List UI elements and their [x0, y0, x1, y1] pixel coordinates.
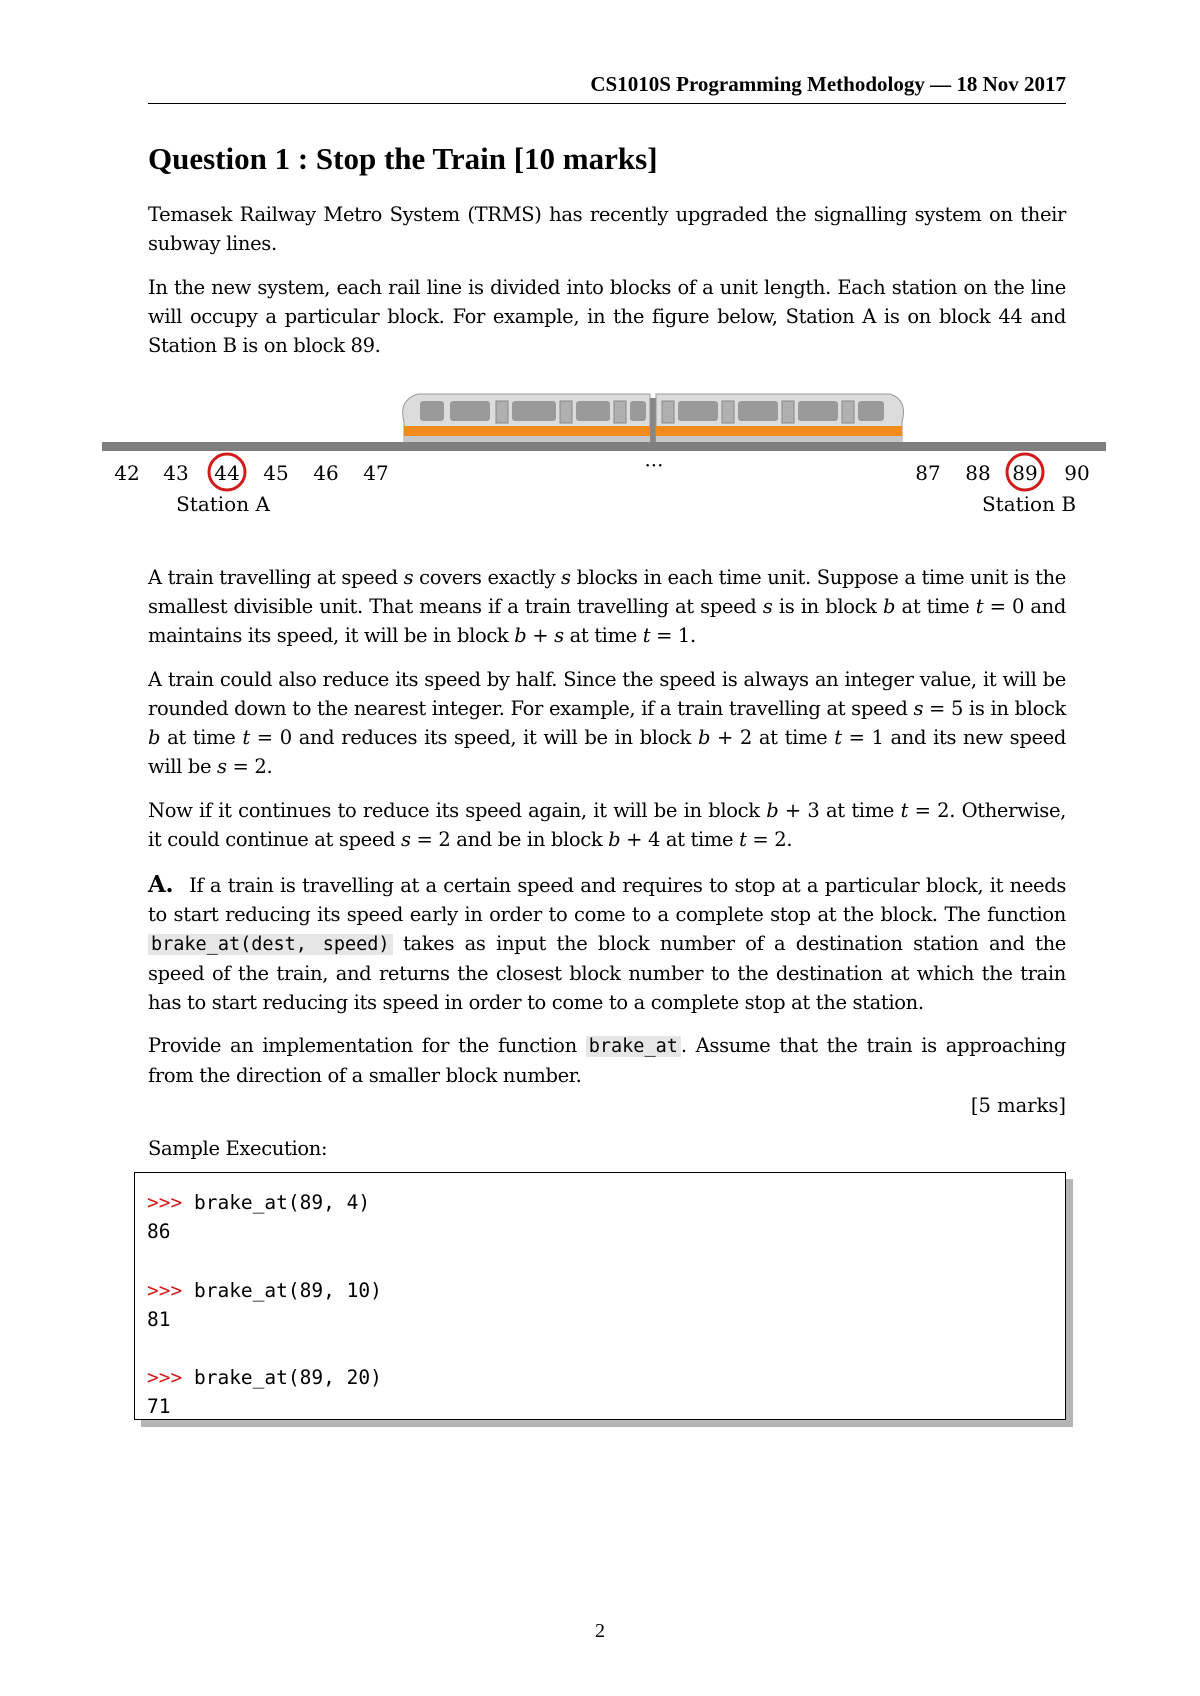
train-car-left: [403, 394, 650, 442]
train-car-right: [656, 394, 904, 442]
intro-paragraph-1: Temasek Railway Metro System (TRMS) has recently upgraded the signalling system on their subway lines.: [148, 203, 1066, 255]
speed-paragraph: A train travelling at speed s covers exactly s blocks in each time unit. Suppose a time unit is the smallest divisible unit. That means if a train travelling at speed s is in block b at time t = 0 and maintains its speed, it will be in block b + s at time t = 1.: [148, 566, 1067, 647]
function-name-code: brake_at: [586, 1036, 681, 1057]
repl-prompt: >>>: [147, 1366, 183, 1390]
repl-prompt: >>>: [147, 1191, 183, 1214]
part-a-label: A.: [148, 871, 174, 898]
block-label: 47: [363, 461, 389, 485]
code-output-line: 86: [147, 1220, 171, 1244]
block-label: 43: [163, 461, 189, 485]
train-illustration: [403, 394, 904, 442]
code-input-line: >>> brake_at(89, 20): [147, 1366, 382, 1390]
reduce-speed-paragraph: A train could also reduce its speed by half. Since the speed is always an integer value, it will be rounded down to the nearest integer. For example, if a train travelling at speed s = 5 is in block b at time t = 0 and reduces its speed, it will be in block b + 2 at time t = 1 and its new speed will be s = 2.: [148, 668, 1066, 778]
code-input-line: >>> brake_at(89, 10): [147, 1278, 382, 1302]
code-output-line: 71: [147, 1395, 171, 1419]
rail-track: [102, 442, 1106, 451]
code-output-line: 81: [147, 1307, 171, 1331]
page-header: CS1010S Programming Methodology — 18 Nov 2017: [148, 72, 1066, 104]
part-a-paragraph: A. If a train is travelling at a certain speed and requires to stop at a particular block, it needs to start reducing its speed early in order to come to a complete stop at the block. The function brake_at(dest, speed) takes as input the block number of a destination station and the speed of the train, and returns the closest block number to the destination at which the train has to start reducing its speed in order to come to a complete stop at the station.: [148, 871, 1066, 1014]
page-number: 2: [595, 1620, 605, 1642]
train-coupler: [650, 398, 656, 442]
code-blank-line: [147, 1334, 1053, 1363]
implementation-paragraph: Provide an implementation for the function brake_at . Assume that the train is approaching from the direction of a smaller block number.: [148, 1034, 1066, 1087]
part-a-marks: [5 marks]: [970, 1094, 1066, 1117]
code-blank-line: [147, 1246, 1053, 1275]
block-label: 87: [915, 461, 941, 485]
block-ellipsis: ···: [644, 453, 664, 477]
block-label: 89: [1012, 461, 1038, 485]
block-label: 88: [965, 461, 991, 485]
question-title: Question 1 : Stop the Train [10 marks]: [148, 141, 658, 176]
sample-execution-box: [134, 1172, 1066, 1420]
station-a-label: Station A: [176, 492, 270, 516]
block-label: 42: [114, 461, 140, 485]
block-label: 90: [1064, 461, 1090, 485]
sample-execution-label: Sample Execution:: [148, 1137, 328, 1160]
train-figure: [0, 380, 1200, 520]
block-label: 45: [263, 461, 289, 485]
continue-paragraph: Now if it continues to reduce its speed again, it will be in block b + 3 at time t = 2. Otherwise, it could continue at speed s = 2 and be in block b + 4 at time t = 2.: [148, 799, 1066, 851]
block-label: 46: [313, 461, 339, 485]
code-input-line: >>> brake_at(89, 4): [147, 1191, 371, 1214]
station-b-label: Station B: [981, 492, 1077, 516]
intro-paragraph-2: In the new system, each rail line is divided into blocks of a unit length. Each station on the line will occupy a particular block. For example, in the figure below, Station A is on block 44 and Station B is on block 89.: [148, 276, 1066, 357]
block-label: 44: [214, 461, 240, 485]
function-signature-code: brake_at(dest, speed): [148, 934, 393, 955]
repl-prompt: >>>: [147, 1278, 183, 1302]
